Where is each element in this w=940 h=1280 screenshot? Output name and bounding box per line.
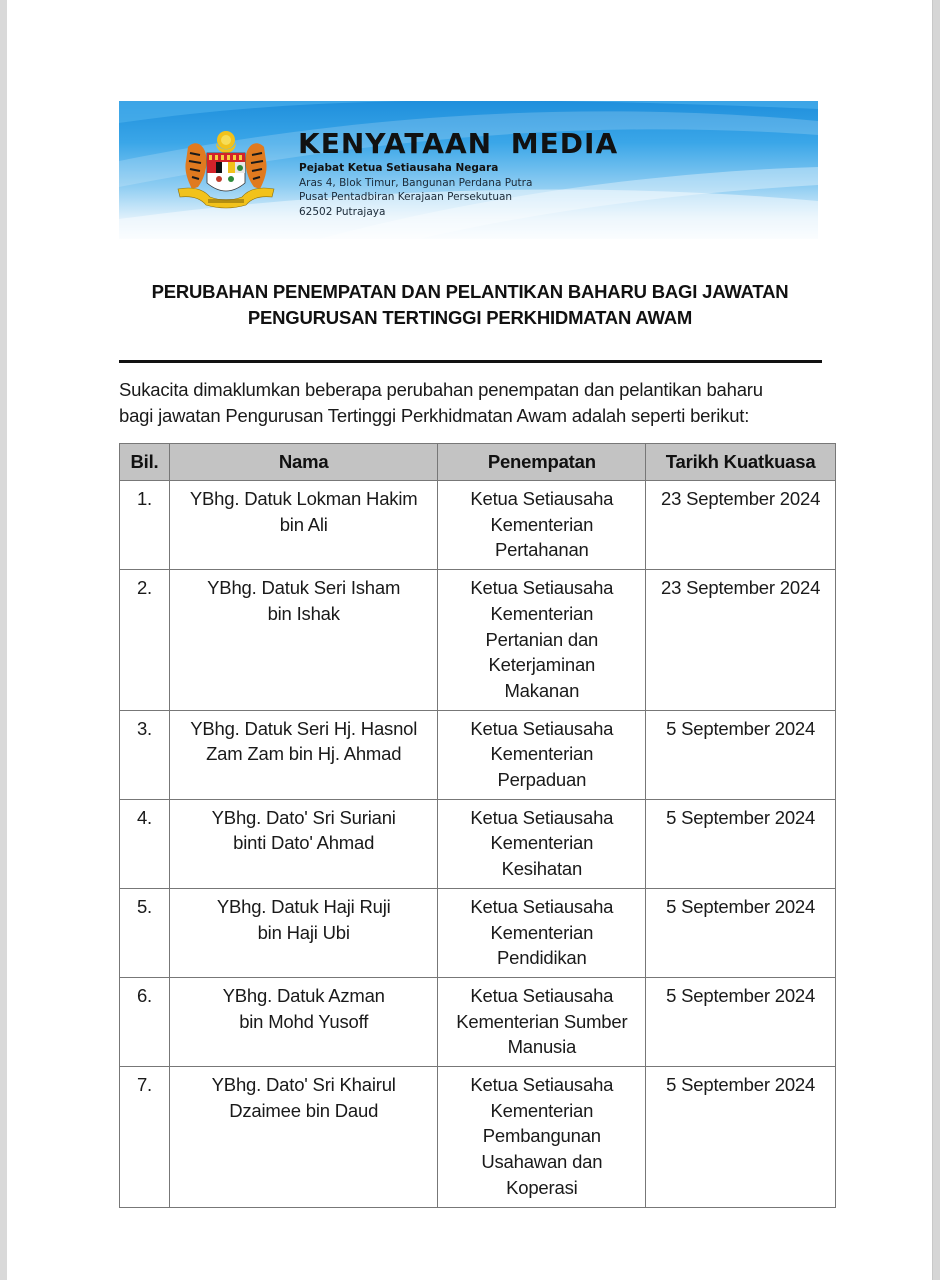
cell-nama-line: bin Ali <box>279 513 328 535</box>
cell-tarikh: 5 September 2024 <box>646 710 836 799</box>
cell-nama-line: YBhg. Datuk Haji Ruji <box>216 895 391 917</box>
cell-penempatan-line: Kementerian Sumber <box>456 1010 628 1032</box>
intro-line: Sukacita dimaklumkan beberapa perubahan penempatan dan pelantikan baharu <box>119 379 763 400</box>
cell-penempatan-line: Kementerian <box>490 1099 594 1121</box>
cell-nama-line: binti Dato' Ahmad <box>233 832 375 854</box>
page-edge-right <box>932 0 940 1280</box>
cell-penempatan-line: Kementerian <box>490 743 594 765</box>
cell-penempatan-line: Ketua Setiausaha <box>470 895 614 917</box>
cell-bil: 1. <box>120 481 170 570</box>
table-row <box>120 977 836 1066</box>
cell-nama-line: YBhg. Datuk Seri Hj. Hasnol <box>190 717 418 739</box>
column-header-nama: Nama <box>169 444 437 481</box>
address-line: Aras 4, Blok Timur, Bangunan Perdana Putra <box>299 176 533 189</box>
cell-nama <box>169 888 437 977</box>
cell-penempatan-line: Ketua Setiausaha <box>470 984 614 1006</box>
table-header-row <box>120 444 836 481</box>
office-address <box>299 161 532 219</box>
cell-bil: 7. <box>120 1067 170 1208</box>
cell-penempatan-line: Pendidikan <box>497 947 587 969</box>
cell-tarikh: 23 September 2024 <box>646 570 836 711</box>
cell-penempatan <box>438 710 646 799</box>
cell-bil: 2. <box>120 570 170 711</box>
cell-nama-line: Zam Zam bin Hj. Ahmad <box>206 743 402 765</box>
cell-tarikh: 5 September 2024 <box>646 799 836 888</box>
cell-penempatan <box>438 888 646 977</box>
cell-nama <box>169 570 437 711</box>
cell-nama-line: Dzaimee bin Daud <box>229 1099 379 1121</box>
cell-tarikh: 23 September 2024 <box>646 481 836 570</box>
page-edge-left <box>0 0 7 1280</box>
document-title-line: PENGURUSAN TERTINGGI PERKHIDMATAN AWAM <box>247 307 693 328</box>
cell-penempatan <box>438 481 646 570</box>
address-line: Pusat Pentadbiran Kerajaan Persekutuan <box>299 191 513 203</box>
cell-penempatan <box>438 977 646 1066</box>
cell-nama-line: bin Haji Ubi <box>257 921 350 943</box>
cell-nama <box>169 1067 437 1208</box>
cell-bil: 5. <box>120 888 170 977</box>
banner-title: KENYATAAN MEDIA <box>298 127 619 160</box>
table-row <box>120 570 836 711</box>
cell-penempatan-line: Usahawan dan <box>481 1151 603 1173</box>
intro-line: bagi jawatan Pengurusan Tertinggi Perkhidmatan Awam adalah seperti berikut: <box>119 405 750 426</box>
cell-penempatan-line: Pertahanan <box>494 539 589 561</box>
cell-penempatan-line: Perpaduan <box>497 769 587 791</box>
column-header-tarikh: Tarikh Kuatkuasa <box>646 444 836 481</box>
cell-penempatan-line: Ketua Setiausaha <box>470 488 614 509</box>
cell-nama-line: YBhg. Datuk Azman <box>222 984 385 1006</box>
cell-nama-line: YBhg. Datuk Lokman Hakim <box>189 488 418 509</box>
cell-tarikh: 5 September 2024 <box>646 1067 836 1208</box>
cell-nama-line: YBhg. Dato' Sri Suriani <box>211 806 396 828</box>
cell-penempatan <box>438 1067 646 1208</box>
table-row <box>120 710 836 799</box>
address-line: 62502 Putrajaya <box>299 205 386 218</box>
cell-nama <box>169 799 437 888</box>
cell-nama <box>169 710 437 799</box>
table-row <box>120 481 836 570</box>
cell-penempatan <box>438 799 646 888</box>
column-header-bil: Bil. <box>120 444 170 481</box>
cell-penempatan-line: Kementerian <box>490 513 594 535</box>
cell-tarikh: 5 September 2024 <box>646 977 836 1066</box>
cell-penempatan <box>438 570 646 711</box>
table-body <box>120 481 836 1208</box>
cell-penempatan-line: Manusia <box>507 1036 577 1058</box>
cell-nama-line: YBhg. Dato' Sri Khairul <box>211 1074 396 1096</box>
cell-penempatan-line: Kementerian <box>490 602 594 624</box>
cell-penempatan-line: Makanan <box>504 679 580 701</box>
cell-nama-line: bin Mohd Yusoff <box>239 1010 369 1032</box>
cell-penempatan-line: Pertanian dan <box>485 628 599 650</box>
table-row <box>120 799 836 888</box>
cell-penempatan-line: Kesihatan <box>501 858 583 880</box>
document-title-line: PERUBAHAN PENEMPATAN DAN PELANTIKAN BAHARU BAGI JAWATAN <box>151 281 789 302</box>
media-statement-banner <box>119 101 818 239</box>
cell-penempatan-line: Kementerian <box>490 832 594 854</box>
cell-penempatan-line: Ketua Setiausaha <box>470 1074 614 1096</box>
title-divider <box>119 360 822 363</box>
cell-penempatan-line: Koperasi <box>506 1176 578 1198</box>
appointments-table <box>119 443 836 1208</box>
cell-bil: 6. <box>120 977 170 1066</box>
table-row <box>120 888 836 977</box>
cell-penempatan-line: Keterjaminan <box>488 654 596 676</box>
cell-nama-line: YBhg. Datuk Seri Isham <box>207 577 401 599</box>
cell-nama <box>169 481 437 570</box>
cell-penempatan-line: Pembangunan <box>482 1125 601 1147</box>
document-title <box>110 279 830 331</box>
cell-penempatan-line: Ketua Setiausaha <box>470 577 614 599</box>
intro-paragraph <box>119 377 839 429</box>
cell-tarikh: 5 September 2024 <box>646 888 836 977</box>
column-header-penempatan: Penempatan <box>438 444 646 481</box>
cell-bil: 3. <box>120 710 170 799</box>
table-row <box>120 1067 836 1208</box>
cell-bil: 4. <box>120 799 170 888</box>
cell-penempatan-line: Ketua Setiausaha <box>470 806 614 828</box>
cell-penempatan-line: Kementerian <box>490 921 594 943</box>
cell-nama <box>169 977 437 1066</box>
cell-nama-line: bin Ishak <box>267 602 340 624</box>
cell-penempatan-line: Ketua Setiausaha <box>470 717 614 739</box>
malaysia-coat-of-arms-icon <box>174 127 278 211</box>
office-name: Pejabat Ketua Setiausaha Negara <box>299 162 499 174</box>
